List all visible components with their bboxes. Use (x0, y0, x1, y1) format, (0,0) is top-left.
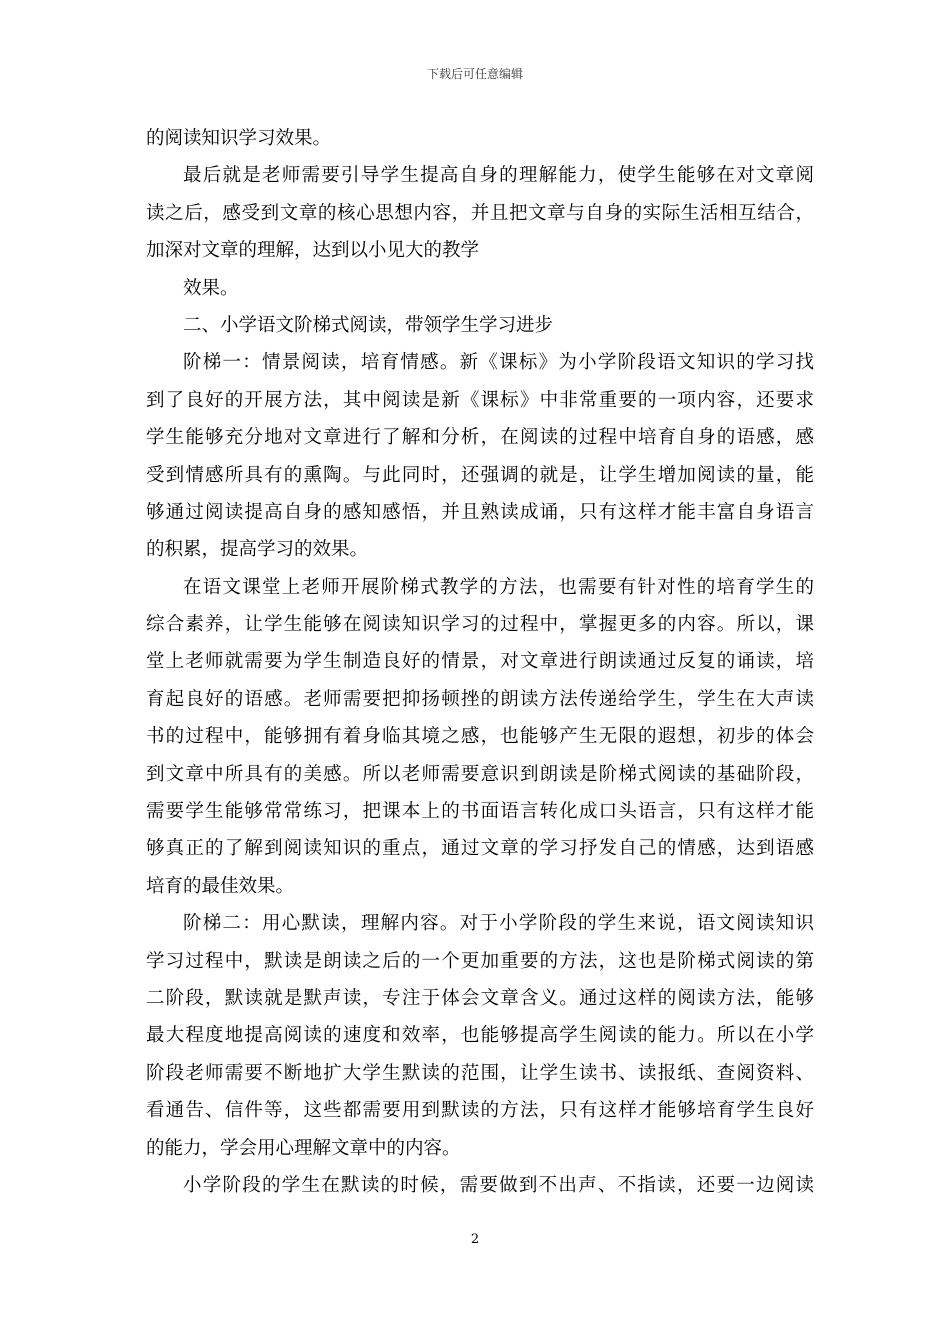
text-line: 到文章中所具有的美感。所以老师需要意识到朗读是阶梯式阅读的基础阶段， (146, 763, 814, 785)
text-line: 的积累，提高学习的效果。 (146, 539, 369, 561)
page-number: 2 (470, 1232, 480, 1247)
text-line: 学生能够充分地对文章进行了解和分析，在阅读的过程中培育自身的语感，感 (146, 427, 814, 449)
text-line: 需要学生能够常常练习，把课本上的书面语言转化成口头语言，只有这样才能 (146, 801, 814, 823)
page-header: 下载后可任意编辑 (426, 67, 523, 81)
text-line: 最后就是老师需要引导学生提高自身的理解能力，使学生能够在对文章阅 (183, 165, 814, 187)
text-line: 在语文课堂上老师开展阶梯式教学的方法，也需要有针对性的培育学生的 (183, 576, 814, 598)
text-line: 堂上老师就需要为学生制造良好的情景，对文章进行朗读通过反复的诵读，培 (146, 651, 814, 673)
text-line: 二、小学语文阶梯式阅读，带领学生学习进步 (183, 314, 554, 336)
text-line: 够通过阅读提高自身的感知感悟，并且熟读成诵，只有这样才能丰富自身语言 (146, 501, 814, 523)
text-line: 看通告、信件等，这些都需要用到默读的方法，只有这样才能够培育学生良好 (146, 1100, 814, 1122)
text-line: 培育的最佳效果。 (146, 875, 295, 897)
document-body (146, 120, 814, 1204)
text-line: 学习过程中，默读是朗读之后的一个更加重要的方法，这也是阶梯式阅读的第 (146, 950, 814, 972)
text-line: 书的过程中，能够拥有着身临其境之感，也能够产生无限的遐想，初步的体会 (146, 726, 814, 748)
text-line: 综合素养，让学生能够在阅读知识学习的过程中，掌握更多的内容。所以，课 (146, 614, 814, 636)
text-line: 够真正的了解到阅读知识的重点，通过文章的学习抒发自己的情感，达到语感 (146, 838, 814, 860)
text-line: 读之后，感受到文章的核心思想内容，并且把文章与自身的实际生活相互结合， (146, 202, 814, 224)
text-line: 二阶段，默读就是默声读，专注于体会文章含义。通过这样的阅读方法，能够 (146, 987, 814, 1009)
text-line: 的阅读知识学习效果。 (146, 128, 332, 149)
text-line: 最大程度地提高阅读的速度和效率，也能够提高学生阅读的能力。所以在小学 (146, 1025, 814, 1047)
text-line: 育起良好的语感。老师需要把抑扬顿挫的朗读方法传递给学生，学生在大声读 (146, 688, 814, 710)
text-line: 阶梯一：情景阅读，培育情感。新《课标》为小学阶段语文知识的学习找 (183, 352, 814, 374)
text-line: 阶梯二：用心默读，理解内容。对于小学阶段的学生来说，语文阅读知识 (183, 913, 814, 935)
text-line: 加深对文章的理解，达到以小见大的教学 (146, 240, 480, 262)
text-line: 小学阶段的学生在默读的时候，需要做到不出声、不指读，还要一边阅读 (183, 1174, 814, 1196)
text-line: 到了良好的开展方法，其中阅读是新《课标》中非常重要的一项内容，还要求 (146, 389, 814, 411)
text-line: 受到情感所具有的熏陶。与此同时，还强调的就是，让学生增加阅读的量，能 (146, 464, 814, 486)
text-line: 阶段老师需要不断地扩大学生默读的范围，让学生读书、读报纸、查阅资料、 (146, 1062, 814, 1084)
text-line: 效果。 (183, 277, 239, 299)
text-line: 的能力，学会用心理解文章中的内容。 (146, 1137, 461, 1159)
